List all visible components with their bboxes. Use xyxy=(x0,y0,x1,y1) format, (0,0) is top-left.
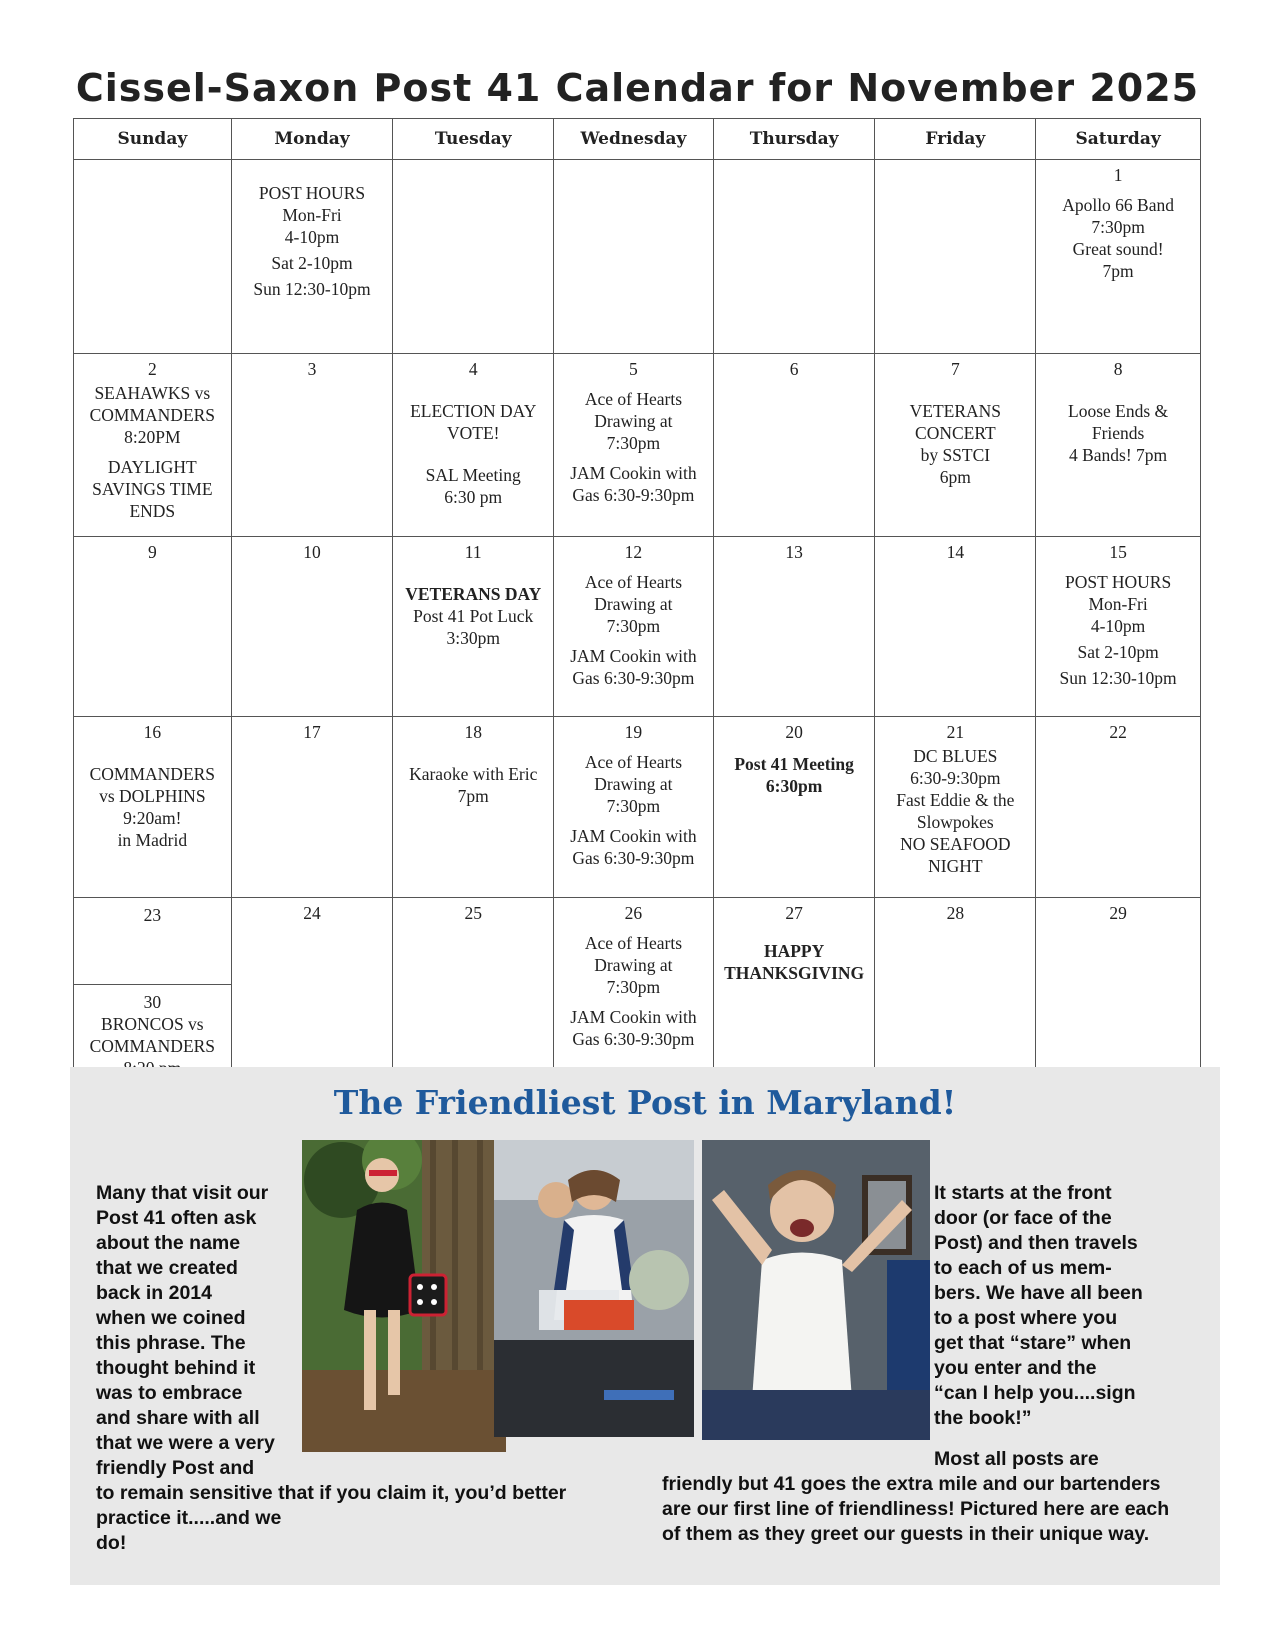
day-cell xyxy=(713,354,875,537)
event-line: 9:20am! xyxy=(123,808,182,828)
day-number: 22 xyxy=(1109,722,1127,742)
day-number: 2 xyxy=(147,359,157,379)
day-number: 1 xyxy=(1113,165,1123,185)
event-line: Ace of Hearts xyxy=(584,933,683,953)
text-line: thought behind it xyxy=(96,1357,256,1379)
event-line: 7:30pm xyxy=(606,977,661,997)
page-title: Cissel-Saxon Post 41 Calendar for November 2025 xyxy=(75,66,1200,110)
week-row xyxy=(74,354,1201,537)
event-line: 6:30 pm xyxy=(444,487,503,507)
text-line: and share with all xyxy=(96,1407,260,1429)
day-number: 25 xyxy=(464,903,482,923)
day-cell-bottom xyxy=(74,985,231,1079)
day-cell xyxy=(713,898,875,1080)
day-cell xyxy=(554,898,714,1080)
week-row xyxy=(74,717,1201,898)
event-line: 8:20PM xyxy=(124,427,181,447)
event-line: SEAHAWKS vs xyxy=(94,383,211,403)
day-number: 10 xyxy=(303,542,321,562)
event-line: ELECTION DAY xyxy=(410,401,537,421)
text-line: to a post where you xyxy=(934,1307,1118,1329)
event-line: POST HOURS xyxy=(1065,572,1172,592)
day-cell xyxy=(875,354,1036,537)
week-row xyxy=(74,160,1201,354)
event-line: DC BLUES xyxy=(913,746,998,766)
event-line: Apollo 66 Band xyxy=(1062,195,1174,215)
text-line: practice it.....and we do! xyxy=(96,1507,282,1554)
event-line: 7:30pm xyxy=(606,616,661,636)
day-number: 7 xyxy=(950,359,960,379)
event-line: 4-10pm xyxy=(1090,616,1146,636)
text-line: It starts at the front xyxy=(934,1182,1112,1204)
text-line: was to embrace xyxy=(96,1382,243,1404)
text-line: “can I help you....sign xyxy=(934,1382,1136,1404)
day-number: 19 xyxy=(624,722,643,742)
day-cell-empty xyxy=(74,160,232,354)
event-line: Great sound! xyxy=(1072,239,1164,259)
text-line: Many that visit our xyxy=(96,1182,269,1204)
event-line: Mon-Fri xyxy=(1088,594,1148,614)
day-number: 20 xyxy=(785,722,803,742)
text-line: Most all posts are xyxy=(934,1448,1099,1470)
event-line: JAM Cookin with xyxy=(570,826,697,846)
event-line: Karaoke with Eric xyxy=(409,764,538,784)
event-title: 6:30pm xyxy=(765,776,823,796)
event-line: VOTE! xyxy=(446,423,500,443)
event-line: BRONCOS vs xyxy=(101,1014,204,1034)
day-cell-empty xyxy=(554,160,714,354)
text-line: that we created xyxy=(96,1257,238,1279)
day-number: 5 xyxy=(629,359,638,379)
day-number: 15 xyxy=(1109,542,1127,562)
day-cell xyxy=(875,717,1036,898)
day-cell xyxy=(554,717,714,898)
day-cell xyxy=(393,898,554,1080)
event-line: SAVINGS TIME xyxy=(92,479,213,499)
day-cell xyxy=(74,717,232,898)
text-line: back in 2014 xyxy=(96,1282,212,1304)
event-title: THANKSGIVING xyxy=(724,963,865,983)
event-line: Fast Eddie & the xyxy=(896,790,1015,810)
text-line: door (or face of the xyxy=(934,1207,1112,1229)
event-line: JAM Cookin with xyxy=(570,1007,697,1027)
text-line: Post 41 often ask xyxy=(96,1207,257,1229)
day-cell xyxy=(875,537,1036,717)
day-cell-empty xyxy=(875,160,1036,354)
event-line: ENDS xyxy=(129,501,176,521)
weekday-header xyxy=(74,119,1201,160)
day-cell xyxy=(713,537,875,717)
day-cell xyxy=(554,354,714,537)
event-line: Sat 2-10pm xyxy=(271,253,353,273)
weekday-tuesday: Tuesday xyxy=(393,119,554,160)
day-cell xyxy=(393,537,554,717)
event-line: 4-10pm xyxy=(284,227,340,247)
day-cell xyxy=(1036,717,1201,898)
day-number: 28 xyxy=(946,903,965,923)
event-line: COMMANDERS xyxy=(89,764,216,784)
day-cell xyxy=(1036,354,1201,537)
weekday-saturday: Saturday xyxy=(1036,119,1201,160)
left-paragraph xyxy=(96,1181,567,1556)
day-number: 14 xyxy=(946,542,965,562)
event-line: 7:30pm xyxy=(606,796,661,816)
day-number: 18 xyxy=(464,722,482,742)
panel-title: The Friendliest Post in Maryland! xyxy=(333,1083,957,1122)
day-number: 6 xyxy=(789,359,799,379)
event-line: Sun 12:30-10pm xyxy=(253,279,371,299)
day-cell-empty xyxy=(393,160,554,354)
event-line: in Madrid xyxy=(117,830,188,850)
event-line: SAL Meeting xyxy=(425,465,521,485)
event-line: Sat 2-10pm xyxy=(1077,642,1159,662)
event-line: Post 41 Pot Luck xyxy=(413,606,534,626)
day-cell xyxy=(231,354,393,537)
event-line: Mon-Fri xyxy=(282,205,342,225)
day-cell xyxy=(1036,537,1201,717)
week-row xyxy=(74,898,1201,1080)
event-line: 7pm xyxy=(457,786,489,806)
weekday-monday: Monday xyxy=(231,119,393,160)
photo-bartenders-image xyxy=(494,1140,694,1437)
event-line: Drawing at xyxy=(594,594,673,614)
event-title: Post 41 Meeting xyxy=(734,754,854,774)
day-number: 8 xyxy=(1113,359,1123,379)
text-line: of them as they greet our guests in their unique way. xyxy=(662,1523,1150,1545)
event-line: Sun 12:30-10pm xyxy=(1059,668,1177,688)
post-hours-cell xyxy=(231,160,393,354)
bottom-paragraph xyxy=(662,1447,1202,1547)
weekday-friday: Friday xyxy=(875,119,1036,160)
event-line: POST HOURS xyxy=(258,183,366,203)
photo-member-garden xyxy=(302,1140,506,1452)
text-line: to each of us mem- xyxy=(934,1257,1112,1279)
event-line: NO SEAFOOD xyxy=(900,834,1011,854)
text-line: friendly but 41 goes the extra mile and our bartenders xyxy=(662,1473,1161,1495)
day-cell xyxy=(1036,160,1201,354)
text-line: get that “stare” when xyxy=(934,1332,1132,1354)
event-line: Gas 6:30-9:30pm xyxy=(572,485,695,505)
text-line: to remain sensitive that if you claim it, you’d better xyxy=(96,1482,567,1504)
event-line: 3:30pm xyxy=(446,628,500,648)
weekday-thursday: Thursday xyxy=(713,119,875,160)
text-line: are our first line of friendliness! Pictured here are each xyxy=(662,1498,1170,1520)
day-number: 21 xyxy=(946,722,965,742)
text-line: the book!” xyxy=(934,1407,1032,1429)
event-line: Ace of Hearts xyxy=(584,389,683,409)
text-line: when we coined xyxy=(96,1307,246,1329)
day-number: 16 xyxy=(143,722,162,742)
text-line: you enter and the xyxy=(934,1357,1097,1379)
event-line: Ace of Hearts xyxy=(584,752,683,772)
day-number: 24 xyxy=(303,903,321,923)
text-line: friendly Post and xyxy=(96,1457,255,1479)
event-line: Slowpokes xyxy=(916,812,994,832)
event-line: Gas 6:30-9:30pm xyxy=(572,848,695,868)
text-line: that we were a very xyxy=(96,1432,275,1454)
text-line: this phrase. The xyxy=(96,1332,246,1354)
day-cell xyxy=(713,717,875,898)
event-line: vs DOLPHINS xyxy=(99,786,206,806)
event-line: 6:30-9:30pm xyxy=(910,768,1001,788)
day-cell xyxy=(231,898,393,1080)
event-line: 7:30pm xyxy=(606,433,661,453)
day-number: 30 xyxy=(143,992,162,1012)
photo-member-cheering-image xyxy=(702,1140,930,1440)
week-row xyxy=(74,537,1201,717)
day-number: 3 xyxy=(307,359,317,379)
day-cell xyxy=(393,717,554,898)
event-line: Gas 6:30-9:30pm xyxy=(572,1029,695,1049)
event-line: NIGHT xyxy=(928,856,983,876)
event-line: Ace of Hearts xyxy=(584,572,683,592)
event-line: JAM Cookin with xyxy=(570,646,697,666)
day-number: 4 xyxy=(468,359,478,379)
event-line: 4 Bands! 7pm xyxy=(1068,445,1168,465)
day-cell xyxy=(393,354,554,537)
day-number: 9 xyxy=(147,542,157,562)
day-number: 13 xyxy=(785,542,803,562)
text-line: about the name xyxy=(96,1232,241,1254)
day-cell xyxy=(875,898,1036,1080)
weekday-sunday: Sunday xyxy=(74,119,232,160)
event-title: VETERANS DAY xyxy=(405,584,542,604)
day-cell-split xyxy=(74,898,232,1080)
event-line: JAM Cookin with xyxy=(570,463,697,483)
day-cell xyxy=(231,717,393,898)
event-line: COMMANDERS xyxy=(89,405,216,425)
day-number: 12 xyxy=(624,542,643,562)
event-line: Loose Ends & xyxy=(1068,401,1169,421)
event-line: Gas 6:30-9:30pm xyxy=(572,668,695,688)
day-cell xyxy=(74,537,232,717)
weekday-wednesday: Wednesday xyxy=(554,119,714,160)
event-line: by SSTCI xyxy=(920,445,991,465)
event-line: COMMANDERS xyxy=(89,1036,216,1056)
event-line: VETERANS xyxy=(909,401,1002,421)
day-number: 29 xyxy=(1109,903,1127,923)
event-line: Drawing at xyxy=(594,955,673,975)
photo-bartenders xyxy=(494,1140,694,1437)
friendliest-post-panel xyxy=(70,1067,1220,1585)
day-cell xyxy=(1036,898,1201,1080)
right-paragraph xyxy=(934,1181,1164,1431)
day-number: 17 xyxy=(303,722,321,742)
event-line: CONCERT xyxy=(915,423,996,443)
day-number: 27 xyxy=(785,903,803,923)
day-number: 26 xyxy=(624,903,643,923)
day-cell xyxy=(231,537,393,717)
event-line: 7pm xyxy=(1102,261,1134,281)
photo-member-cheering xyxy=(702,1140,930,1440)
event-line: Drawing at xyxy=(594,774,673,794)
event-line: Drawing at xyxy=(594,411,673,431)
photo-member-garden-image xyxy=(302,1140,506,1452)
event-line: DAYLIGHT xyxy=(107,457,197,477)
day-cell-empty xyxy=(713,160,875,354)
day-number: 23 xyxy=(143,905,162,925)
text-line: Post) and then travels xyxy=(934,1232,1138,1254)
day-cell xyxy=(74,354,232,537)
text-line: bers. We have all been xyxy=(934,1282,1143,1304)
calendar-grid xyxy=(73,118,1201,1080)
event-title: HAPPY xyxy=(763,941,825,961)
day-cell-top xyxy=(74,898,231,985)
event-line: 7:30pm xyxy=(1091,217,1145,237)
event-line: 6pm xyxy=(939,467,971,487)
day-cell xyxy=(554,537,714,717)
day-number: 11 xyxy=(464,542,482,562)
event-line: Friends xyxy=(1091,423,1145,443)
